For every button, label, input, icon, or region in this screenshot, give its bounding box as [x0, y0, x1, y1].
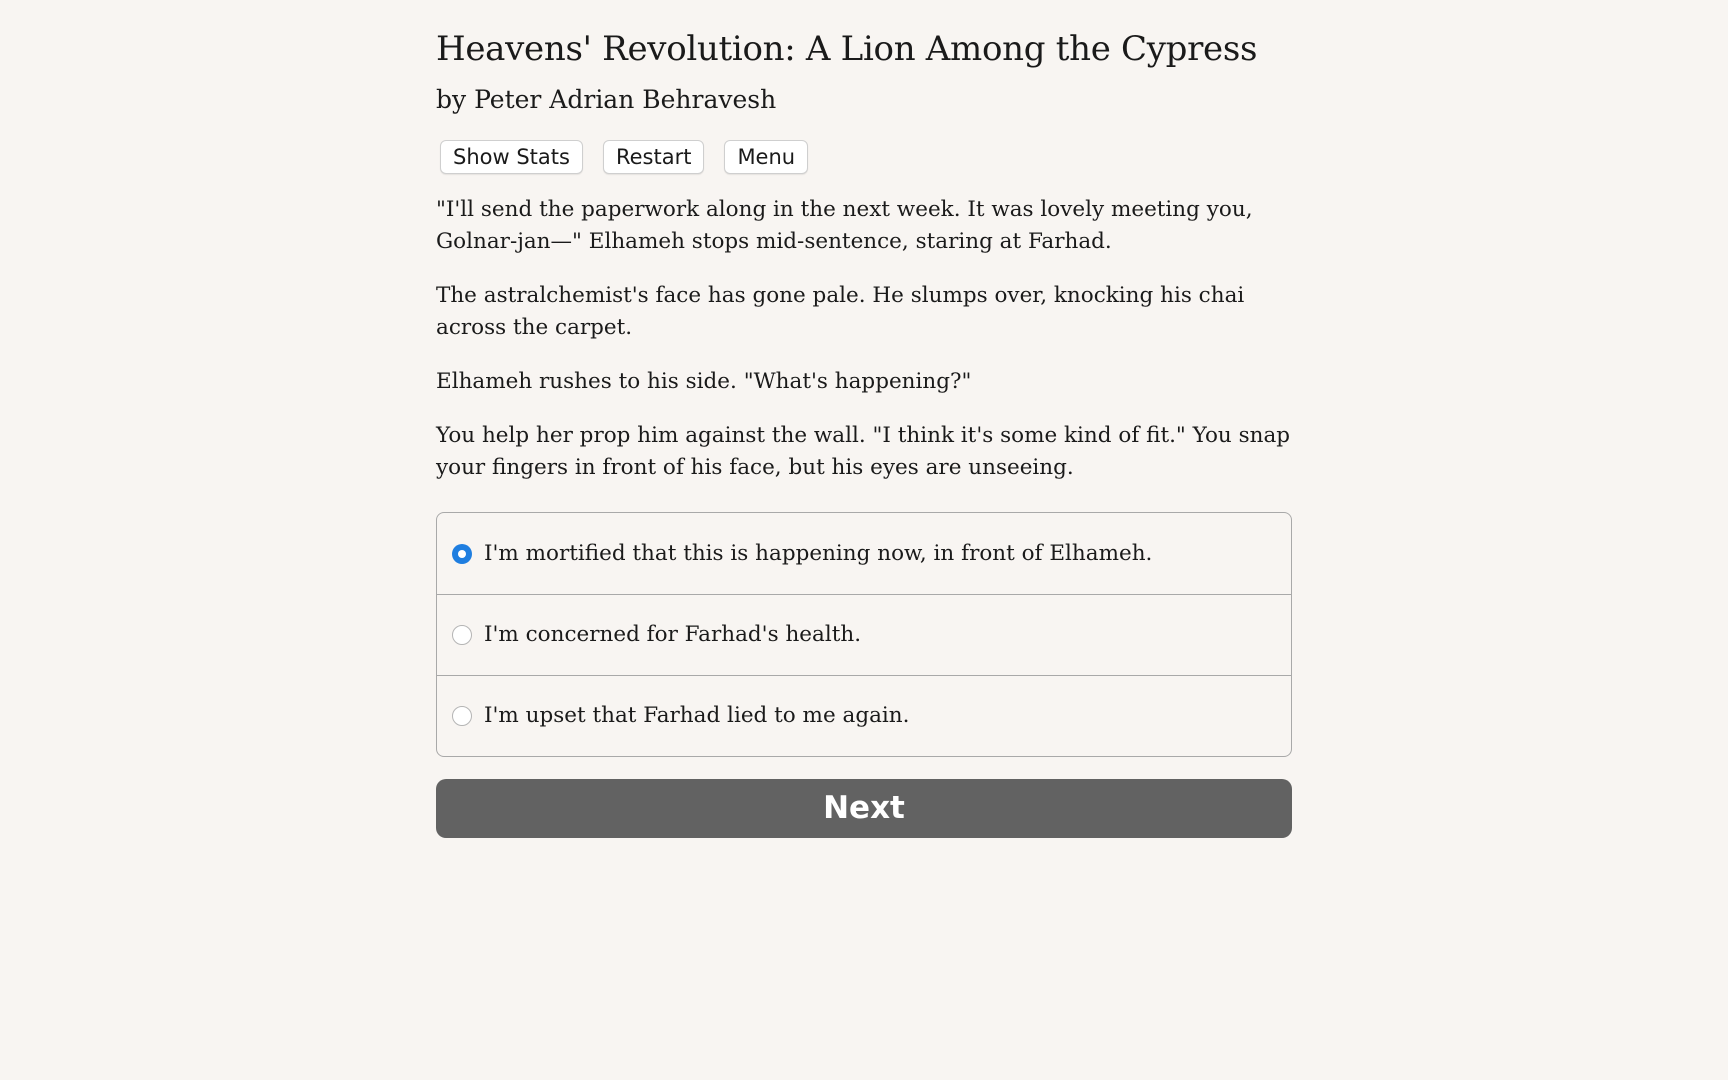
choice-list: [436, 512, 1292, 757]
menu-button[interactable]: Menu: [724, 140, 808, 174]
story-paragraph: You help her prop him against the wall. "I think it's some kind of fit." You snap your fingers in front of his face, but his eyes are unseeing.: [436, 423, 1291, 480]
choice-option-upset[interactable]: [437, 675, 1291, 756]
author-byline: by Peter Adrian Behravesh: [436, 85, 777, 114]
story-text: [436, 194, 1292, 484]
story-paragraph: The astralchemist's face has gone pale. He slumps over, knocking his chai across the carpet.: [436, 283, 1245, 340]
choice-label: I'm mortified that this is happening now, in front of Elhameh.: [484, 540, 1153, 566]
choice-label: I'm concerned for Farhad's health.: [484, 622, 862, 647]
choice-option-mortified[interactable]: [437, 513, 1291, 594]
restart-button[interactable]: Restart: [603, 140, 704, 174]
radio-unselected-icon[interactable]: [452, 625, 472, 645]
show-stats-button[interactable]: Show Stats: [440, 140, 583, 174]
story-paragraph: Elhameh rushes to his side. "What's happening?": [436, 369, 972, 394]
choice-label: I'm upset that Farhad lied to me again.: [484, 703, 910, 728]
toolbar: [440, 140, 1292, 174]
radio-unselected-icon[interactable]: [452, 706, 472, 726]
story-paragraph: "I'll send the paperwork along in the next week. It was lovely meeting you, Golnar-jan—" Elhameh stops mid-sentence, staring at Farhad.: [436, 197, 1253, 254]
game-page: [436, 0, 1292, 838]
game-title: Heavens' Revolution: A Lion Among the Cypress: [436, 29, 1258, 69]
next-button[interactable]: Next: [436, 779, 1292, 838]
radio-selected-icon[interactable]: [452, 544, 472, 564]
choice-option-concerned[interactable]: [437, 594, 1291, 675]
